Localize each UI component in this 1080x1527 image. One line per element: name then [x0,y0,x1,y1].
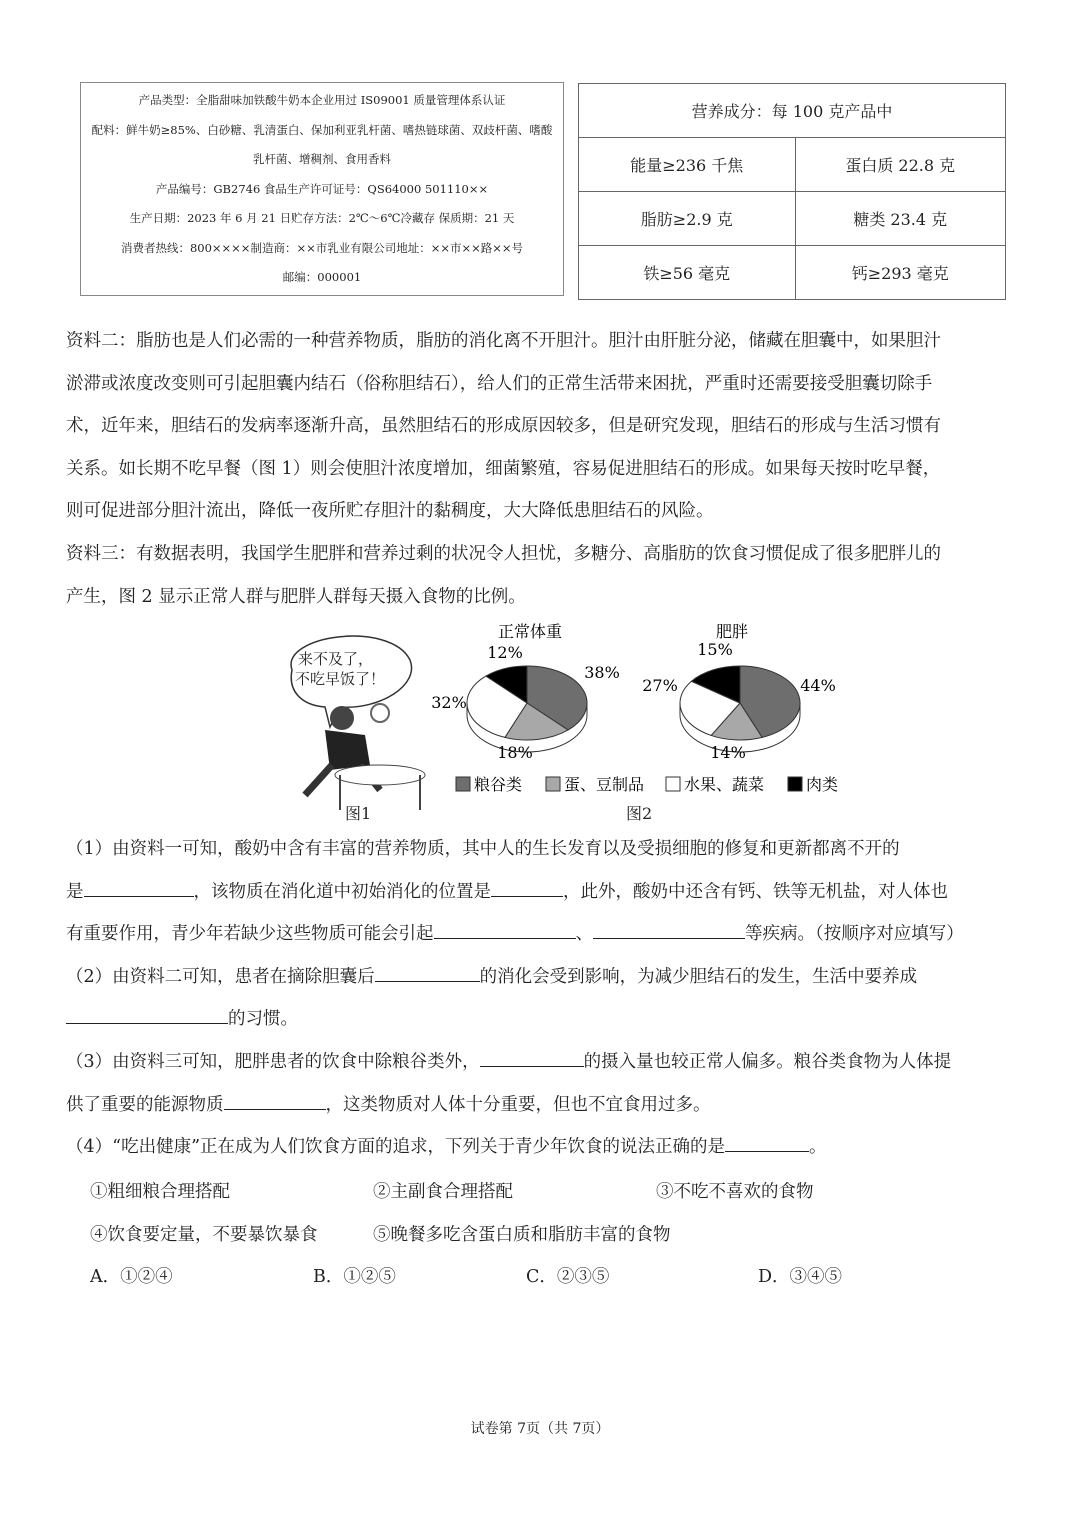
pie-label: 44% [800,676,836,695]
label-line: 产品编号：GB2746 食品生产许可证号：QS64000 501110×× [155,181,489,196]
nutrition-cell: 铁≥56 毫克 [579,246,796,300]
label-line: 乳杆菌、增稠剂、食用香料 [253,152,391,166]
text-line [66,998,1016,1041]
pie-label: 15% [697,640,733,659]
pie-title: 正常体重 [497,622,563,641]
text-line [66,1126,1016,1169]
text-line [66,871,1016,914]
nutrition-table [578,83,1006,300]
answer-blank[interactable] [66,1003,228,1024]
pie-label: 14% [710,743,746,762]
text-line [66,1084,1016,1127]
text: 等疾病。（按顺序对应填写） [745,924,964,945]
text-line: 资料三：有数据表明，我国学生肥胖和营养过剩的状况令人担忧，多糖分、高脂肪的饮食习惯促成了很多肥胖儿的 [66,543,941,564]
page-footer: 试卷第 7页（共 7页） [470,1421,610,1437]
figure1-caption: 图1 [345,804,372,823]
text: ，这类物质对人体十分重要，但也不宜食用过多。 [325,1094,711,1115]
answer-blank[interactable] [84,876,194,897]
text: （2）由资料二可知，患者在摘除胆囊后 [66,966,375,987]
text: 的习惯。 [228,1009,298,1030]
text: （4）“吃出健康”正在成为人们饮食方面的追求，下列关于青少年饮食的说法正确的是 [66,1137,726,1158]
nutrition-cell: 糖类 23.4 克 [795,192,1005,246]
label-line: 生产日期：2023 年 6 月 21 日贮存方法：2℃～6℃冷藏存 保质期：21 天 [129,211,515,225]
label-line: 配料：鲜牛奶≥85%、白砂糖、乳清蛋白、保加利亚乳杆菌、嗜热链球菌、双歧杆菌、嗜酸 [91,122,553,137]
nutrition-cell: 蛋白质 22.8 克 [795,138,1005,192]
text-line [66,913,1016,956]
answer-blank[interactable] [224,1089,326,1110]
nutrition-cell: 脂肪≥2.9 克 [579,192,796,246]
speech-text: 不吃早饭了！ [295,670,386,688]
text: 。 [809,1137,827,1158]
text-line: 关系。如长期不吃早餐（图 1）则会使胆汁浓度增加，细菌繁殖，容易促进胆结石的形成。如果每天按时吃早餐， [66,458,941,479]
material-two [66,320,1016,618]
answer-blank[interactable] [480,1046,584,1067]
text: （3）由资料三可知，肥胖患者的饮食中除粮谷类外， [66,1051,480,1072]
pie-charts [270,615,850,825]
pie-label: 27% [642,676,678,695]
legend-swatch [546,777,560,791]
label-line: 消费者热线：800××××制造商：××市乳业有限公司地址：××市××路××号 [120,240,524,255]
text: 的摄入量也较正常人偏多。粮谷类食物为人体提 [583,1051,952,1072]
choice-d[interactable]: D．③④⑤ [758,1267,843,1287]
statement-item: ④饮食要定量，不要暴饮暴食 [90,1225,318,1245]
text-line: 淤滞或浓度改变则可引起胆囊内结石（俗称胆结石），给人们的正常生活带来困扰，严重时还需要接受胆囊切除手 [66,373,933,394]
label-line: 邮编：000001 [282,270,362,284]
pie-label: 12% [487,643,523,662]
statement-item: ②主副食合理搭配 [373,1182,513,1202]
text: ，此外，酸奶中还含有钙、铁等无机盐，对人体也 [563,881,948,902]
statement-item: ①粗细粮合理搭配 [90,1182,230,1202]
nutrition-cell: 钙≥293 毫克 [795,246,1005,300]
legend-label: 肉类 [806,775,839,794]
pie-title: 肥胖 [715,622,749,641]
legend-label: 蛋、豆制品 [564,775,645,794]
label-line: 产品类型：全脂甜味加铁酸牛奶本企业用过 IS09001 质量管理体系认证 [138,93,506,107]
legend-label: 粮谷类 [474,775,523,794]
questions [66,828,1016,1169]
text-line: 产生，图 2 显示正常人群与肥胖人群每天摄入食物的比例。 [66,586,526,607]
legend-swatch [788,777,802,791]
text-line [66,956,1016,999]
figures [270,615,850,825]
figure2-caption: 图2 [626,804,653,823]
text: 是 [66,881,84,902]
text-line [66,1041,1016,1084]
legend-swatch [456,777,470,791]
text: ，该物质在消化道中初始消化的位置是 [193,881,491,902]
nutrition-header: 营养成分：每 100 克产品中 [579,84,1006,138]
legend-swatch [666,777,680,791]
choice-b[interactable]: B．①②⑤ [313,1267,396,1287]
product-label-box [80,82,564,296]
choice-c[interactable]: C．②③⑤ [526,1267,610,1287]
speech-text: 来不及了， [298,650,374,668]
answer-blank[interactable] [593,918,745,939]
text-line: （1）由资料一可知，酸奶中含有丰富的营养物质，其中人的生长发育以及受损细胞的修复和更新都离不开的 [66,839,900,859]
answer-blank[interactable] [434,918,576,939]
text: 的消化会受到影响，为减少胆结石的发生，生活中要养成 [479,966,918,987]
choice-a[interactable]: A．①②④ [90,1267,173,1287]
pie-label: 18% [497,743,533,762]
statement-item: ③不吃不喜欢的食物 [656,1182,814,1202]
nutrition-cell: 能量≥236 千焦 [579,138,796,192]
pie-label: 32% [431,693,467,712]
text: 有重要作用，青少年若缺少这些物质可能会引起 [66,924,434,945]
answer-blank[interactable] [375,961,480,982]
text-line: 术，近年来，胆结石的发病率逐渐升高，虽然胆结石的形成原因较多，但是研究发现，胆结石的形成与生活习惯有 [66,416,941,437]
answer-blank[interactable] [725,1131,809,1152]
legend-label: 水果、蔬菜 [684,775,765,794]
text: 供了重要的能源物质 [66,1094,224,1115]
text-line: 资料二：脂肪也是人们必需的一种营养物质，脂肪的消化离不开胆汁。胆汁由肝脏分泌，储藏在胆囊中，如果胆汁 [66,331,941,351]
text-line: 则可促进部分胆汁流出，降低一夜所贮存胆汁的黏稠度，大大降低患胆结石的风险。 [66,501,714,522]
answer-blank[interactable] [491,876,563,897]
pie-label: 38% [584,663,620,682]
text: 、 [575,924,593,945]
statement-item: ⑤晚餐多吃含蛋白质和脂肪丰富的食物 [373,1225,671,1245]
